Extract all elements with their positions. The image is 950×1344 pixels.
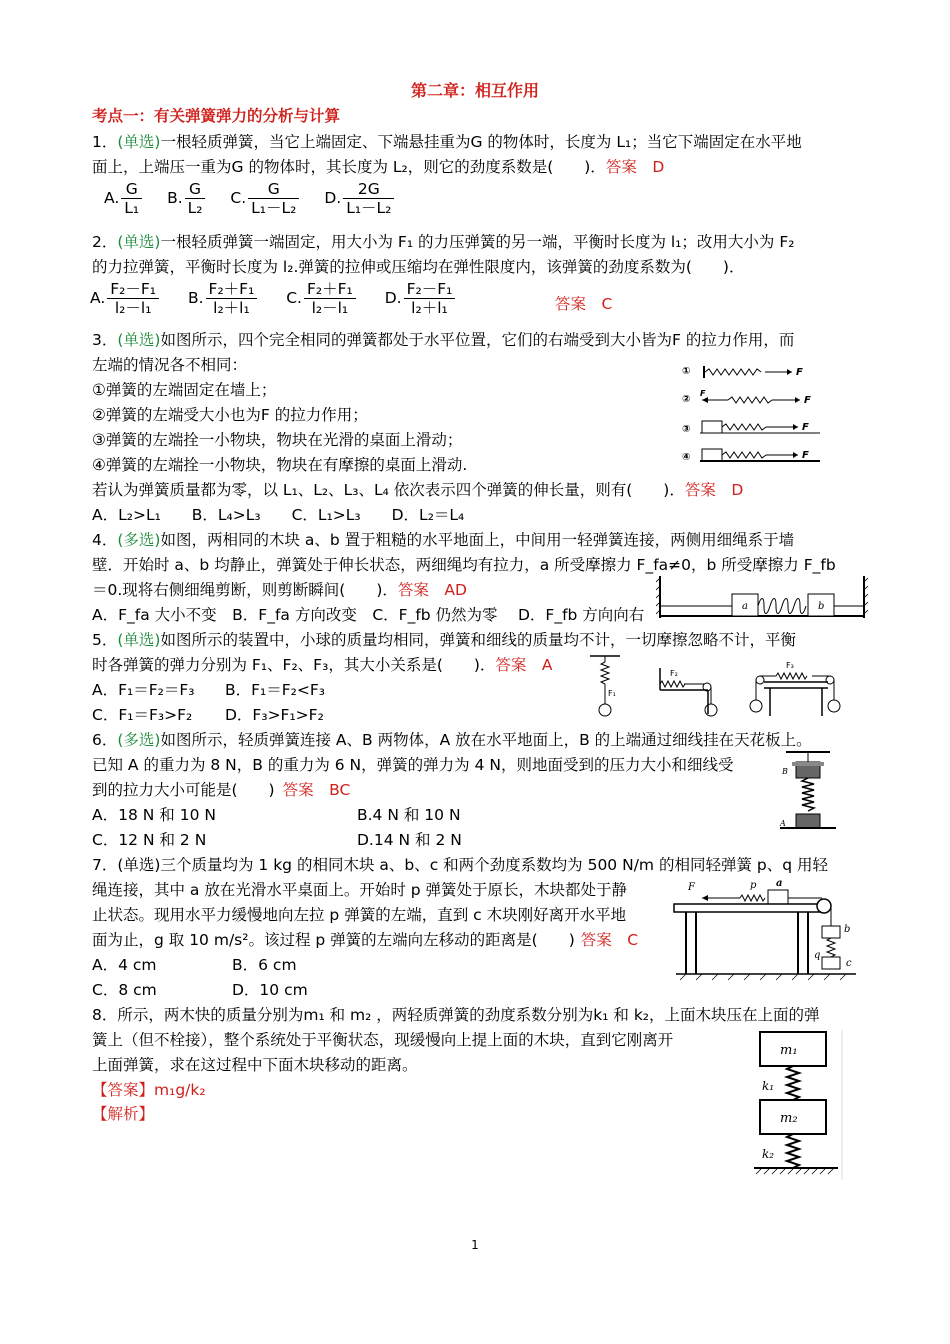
fig-label-1: ①	[682, 366, 691, 377]
svg-text:F₂: F₂	[670, 669, 678, 678]
question-4-options: A．F_fa 大小不变 B．F_fa 方向改变 C．F_fb 仍然为零 D．F_fb 方向向右	[92, 606, 645, 624]
question-3-line-1: 3．(单选)如图所示，四个完全相同的弹簧都处于水平位置，它们的右端受到大小皆为F 的拉力作用，而	[92, 331, 795, 349]
svg-text:p: p	[750, 880, 757, 891]
question-3-line-3: 若认为弹簧质量都为零，以 L₁、L₂、L₃、L₄ 依次表示四个弹簧的伸长量，则有( )．答案 D	[92, 481, 744, 499]
answer: 【答案】m₁g/k₂	[92, 1081, 206, 1099]
question-8-line-3: 上面弹簧，求在这过程中下面木块移动的距离。	[92, 1056, 418, 1074]
table-figure-q7	[672, 876, 862, 986]
svg-text:B: B	[782, 767, 788, 776]
question-1-options: A. $\frac{G}{\text{L₁}}$ B. $\frac{G}{\text{L₂}}$ C. $\frac{G}{\text{L₁－L₂}}$ D. $\frac{2G}{\text{L₁－L₂}}$	[104, 180, 396, 217]
analysis-label: 【解析】	[92, 1105, 155, 1123]
question-7-line-3: 止状态。现用水平力缓慢地向左拉 p 弹簧的左端，直到 c 木块刚好离开水平地	[92, 906, 627, 924]
option-a: A．18 N 和 10 N	[92, 806, 216, 824]
svg-text:m₂: m₂	[780, 1111, 798, 1126]
question-4-line-2: 壁．开始时 a、b 均静止，弹簧处于伸长状态，两细绳均有拉力，a 所受摩擦力 F_fa≠0，b 所受摩擦力 F_fb	[92, 556, 836, 574]
question-tag: (多选)	[117, 531, 161, 549]
question-4-line-3: ＝0.现将右侧细绳剪断，则剪断瞬间( )．答案 AD	[92, 581, 467, 599]
option-d: D.14 N 和 2 N	[357, 831, 462, 849]
svg-text:F: F	[804, 395, 811, 406]
question-tag: (单选)	[117, 631, 161, 649]
blocks-figure-q4	[656, 572, 868, 620]
question-8-line-1: 8．所示，两木快的质量分别为m₁ 和 m₂ ，两轻质弹簧的劲度系数分别为k₁ 和 k₂，上面木块压在上面的弹	[92, 1006, 820, 1024]
question-7-line-2: 绳连接，其中 a 放在光滑水平桌面上。开始时 p 弹簧处于原长，木块都处于静	[92, 881, 628, 899]
svg-text:F: F	[700, 389, 706, 398]
question-8-line-2: 簧上（但不栓接），整个系统处于平衡状态，现缓慢向上提上面的木块，直到它刚离开	[92, 1031, 674, 1049]
answer: 答案 A	[495, 656, 553, 674]
svg-text:F: F	[802, 450, 809, 461]
question-4-line-1: 4．(多选)如图，两相同的木块 a、b 置于粗糙的水平地面上，中间用一轻弹簧连接，两侧用细绳系于墙	[92, 531, 795, 549]
question-5-line-1: 5．(单选)如图所示的装置中，小球的质量均相同，弹簧和细线的质量均不计，一切摩擦忽略不计，平衡	[92, 631, 796, 649]
svg-text:m₁: m₁	[780, 1043, 798, 1058]
svg-text:k₁: k₁	[762, 1079, 775, 1093]
question-tag: (多选)	[117, 731, 161, 749]
block-b: b	[818, 601, 825, 612]
answer: 答案 BC	[282, 781, 351, 799]
svg-text:k₂: k₂	[762, 1147, 775, 1161]
question-3-item-3: ③弹簧的左端拴一小物块，物块在光滑的桌面上滑动；	[92, 431, 463, 449]
svg-text:b: b	[844, 924, 851, 935]
svg-text:A: A	[780, 819, 786, 828]
option-b: B.4 N 和 10 N	[357, 806, 461, 824]
question-7-line-1: 7．(单选)三个质量均为 1 kg 的相同木块 a、b、c 和两个劲度系数均为 500 N/m 的相同轻弹簧 p、q 用轻	[92, 856, 828, 874]
page-title: 第二章：相互作用	[410, 81, 539, 100]
svg-text:F: F	[802, 422, 809, 433]
svg-text:a: a	[776, 878, 783, 889]
block-a: a	[742, 601, 748, 612]
answer: 答案 D	[684, 481, 744, 499]
option-c: C．8 cm	[92, 981, 157, 999]
question-3-item-4: ④弹簧的左端拴一小物块，物块在有摩擦的桌面上滑动.	[92, 456, 468, 474]
option-a: A．F₁＝F₂＝F₃	[92, 681, 195, 699]
spring-figure-q6	[776, 750, 840, 834]
answer: 答案 D	[605, 158, 665, 176]
question-6-line-2: 已知 A 的重力为 8 N，B 的重力为 6 N，弹簧的弹力为 4 N，则地面受到的压力大小和细线受	[92, 756, 734, 774]
question-3-options: A．L₂>L₁ B．L₄>L₃ C．L₁>L₃ D．L₂＝L₄	[92, 506, 465, 524]
option-c: C．F₁＝F₃>F₂	[92, 706, 193, 724]
question-7-line-4: 面为止，g 取 10 m/s²。该过程 p 弹簧的左端向左移动的距离是( ) 答案 C	[92, 931, 639, 949]
question-tag: (单选)	[117, 133, 161, 151]
svg-text:q: q	[814, 950, 821, 961]
question-2-line-1: 2．(单选)一根轻质弹簧一端固定，用大小为 F₁ 的力压弹簧的另一端，平衡时长度为 l₁；改用大小为 F₂	[92, 233, 795, 251]
fig-label-2: ②	[682, 394, 691, 405]
option-b: B．6 cm	[232, 956, 297, 974]
question-6-line-1: 6．(多选)如图所示，轻质弹簧连接 A、B 两物体，A 放在水平地面上，B 的上端通过细线挂在天花板上。	[92, 731, 812, 749]
question-3-item-1: ①弹簧的左端固定在墙上；	[92, 381, 277, 399]
page-number: 1	[471, 1238, 479, 1252]
fig-label-4: ④	[682, 452, 691, 463]
question-3-item-2: ②弹簧的左端受大小也为F 的拉力作用；	[92, 406, 368, 424]
question-3-line-2: 左端的情况各不相同：	[92, 356, 248, 374]
fig-label-3: ③	[682, 424, 691, 435]
svg-text:c: c	[846, 958, 852, 969]
option-b: B．F₁＝F₂<F₃	[225, 681, 326, 699]
question-5-line-2: 时各弹簧的弹力分别为 F₁、F₂、F₃，其大小关系是( )．答案 A	[92, 656, 553, 674]
spring-figure-q5	[580, 654, 850, 722]
two-blocks-figure-q8	[752, 1030, 846, 1182]
option-a: A．4 cm	[92, 956, 157, 974]
svg-text:F₃: F₃	[786, 661, 794, 670]
option-c: C．12 N 和 2 N	[92, 831, 207, 849]
question-1-line-1: 1．(单选)一根轻质弹簧，当它上端固定、下端悬挂重为G 的物体时，长度为 L₁；当它下端固定在水平地	[92, 133, 802, 151]
section-heading: 考点一：有关弹簧弹力的分析与计算	[92, 107, 341, 125]
svg-text:F: F	[796, 367, 803, 378]
question-1-line-2: 面上，上端压一重为G 的物体时，其长度为 L₂，则它的劲度系数是( )．答案 D	[92, 158, 665, 176]
svg-text:F₁: F₁	[608, 689, 616, 698]
question-tag: (单选)	[117, 233, 161, 251]
answer: 答案 C	[580, 931, 639, 949]
question-2-line-2: 的力拉弹簧，平衡时长度为 l₂.弹簧的拉伸或压缩均在弹性限度内，该弹簧的劲度系数为( )．	[92, 258, 745, 276]
option-d: D．10 cm	[232, 981, 308, 999]
answer: 答案 AD	[397, 581, 467, 599]
question-2-options: A. $\frac{\text{F₂－F₁}}{\text{l₂－l₁}}$ B. $\frac{\text{F₂＋F₁}}{\text{l₂＋l₁}}$ C. $\frac{\text{F₂＋F₁}}{\text{l₂－l₁}}$ D. $\frac{\text{F₂－F₁}}{\text{l₂＋l₁}}$	[90, 280, 457, 317]
svg-text:F: F	[688, 882, 695, 893]
question-tag: (单选)	[117, 331, 161, 349]
answer: 答案 C	[555, 295, 613, 313]
option-d: D．F₃>F₁>F₂	[225, 706, 324, 724]
question-tag: (单选)	[117, 856, 161, 874]
question-6-line-3: 到的拉力大小可能是( ) 答案 BC	[92, 781, 351, 799]
spring-figure-q3	[680, 362, 830, 472]
